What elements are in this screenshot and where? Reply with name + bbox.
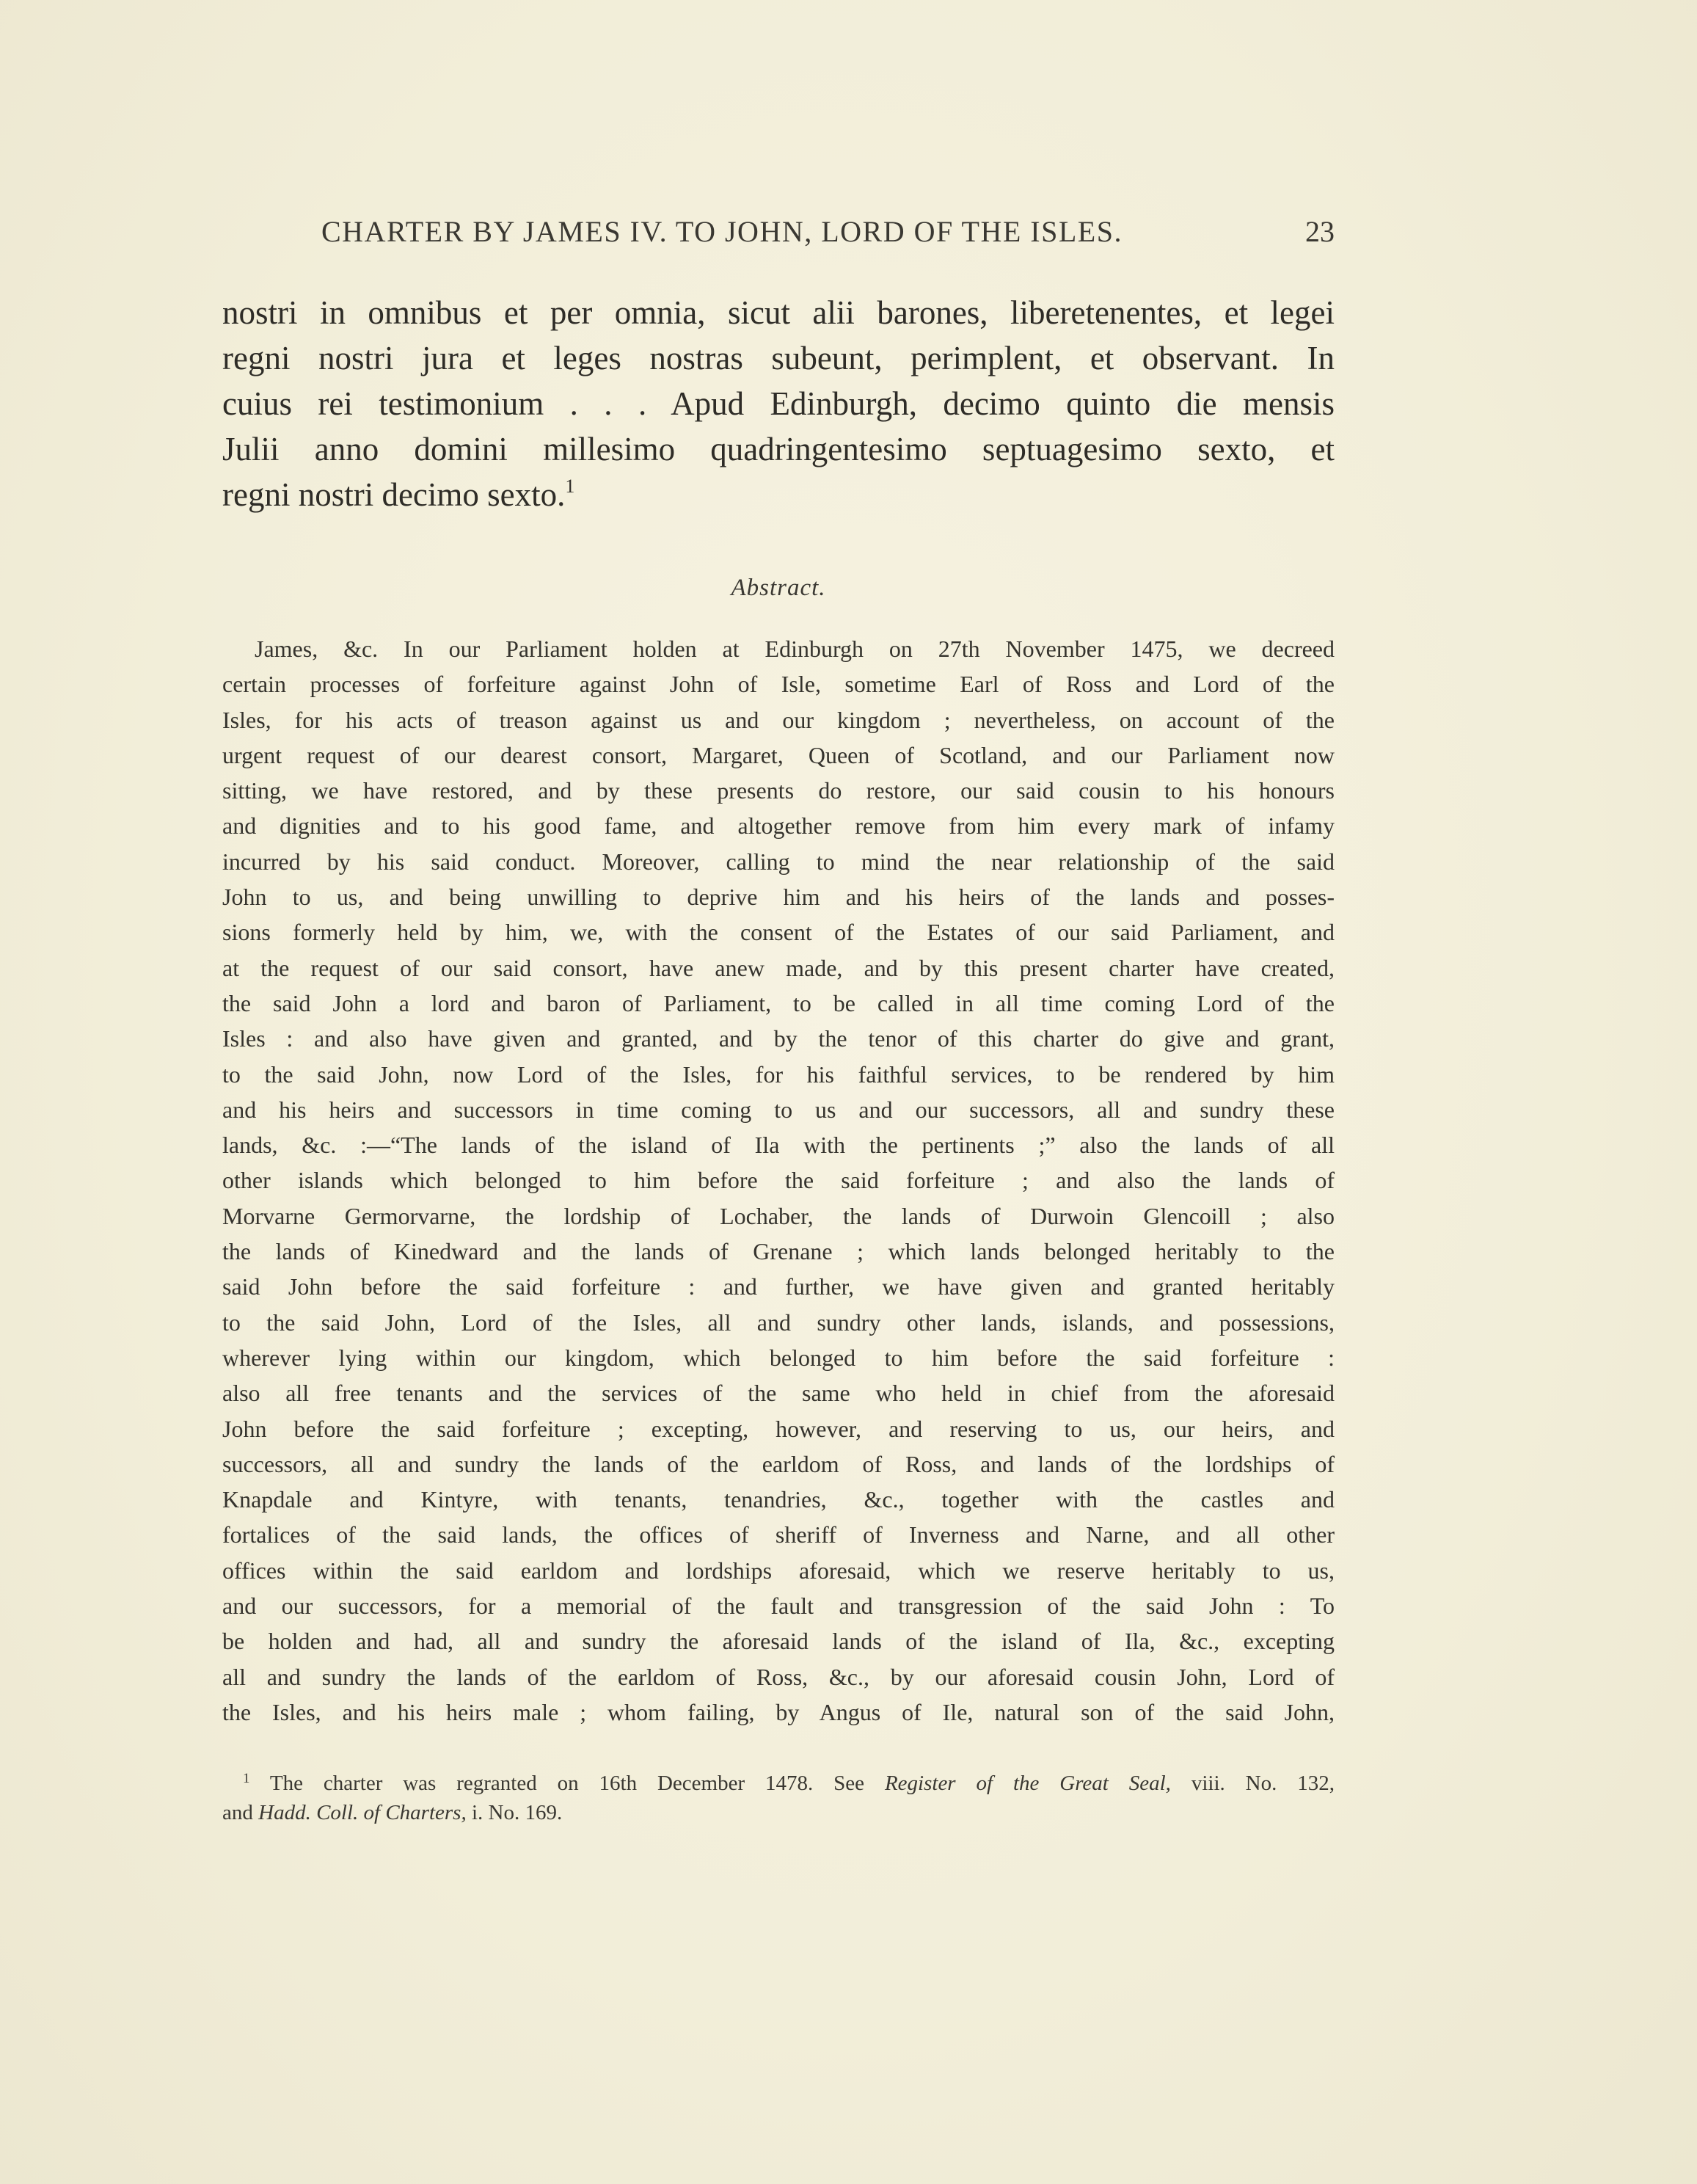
abstract-heading: Abstract. [731, 575, 826, 601]
latin-line: nostri in omnibus et per omnia, sicut alii barones, liberetenentes, et legei [222, 294, 1335, 331]
latin-line-last [222, 472, 1335, 517]
abstract-line: John before the said forfeiture ; excepting, however, and reserving to us, our heirs, and [222, 1415, 1335, 1442]
abstract-line: the said John a lord and baron of Parliament, to be called in all time coming Lord of the [222, 989, 1335, 1016]
footnote-text: and [222, 1801, 253, 1824]
abstract-line: at the request of our said consort, have anew made, and by this present charter have created, [222, 954, 1335, 981]
footnote-reference: 1 [565, 476, 575, 497]
abstract-line: be holden and had, all and sundry the aforesaid lands of the island of Ila, &c., excepting [222, 1628, 1335, 1655]
abstract-line: to the said John, now Lord of the Isles, for his faithful services, to be rendered by him [222, 1060, 1335, 1088]
running-head [222, 214, 1335, 251]
abstract-line: all and sundry the lands of the earldom of Ross, &c., by our aforesaid cousin John, Lord of [222, 1663, 1335, 1690]
running-head-title: CHARTER BY JAMES IV. TO JOHN, LORD OF THE ISLES. [321, 215, 1123, 248]
footnote-mark: 1 [243, 1771, 250, 1786]
abstract-line: John to us, and being unwilling to deprive him and his heirs of the lands and posses- [222, 884, 1335, 911]
abstract-line: and dignities and to his good fame, and altogether remove from him every mark of infamy [222, 812, 1335, 840]
footnote-citation-title: Register of the Great Seal, [884, 1772, 1171, 1795]
abstract-line: Isles, for his acts of treason against us and our kingdom ; nevertheless, on account of the [222, 706, 1335, 733]
latin-charter-text [222, 290, 1335, 517]
abstract-line: and his heirs and successors in time coming to us and our successors, all and sundry these [222, 1096, 1335, 1123]
footnote-text: i. No. 169. [471, 1801, 563, 1824]
latin-line: cuius rei testimonium . . . Apud Edinburgh, decimo quinto die mensis [222, 385, 1335, 422]
latin-line: Julii anno domini millesimo quadringentesimo septuagesimo sexto, et [222, 431, 1335, 467]
abstract-line: the Isles, and his heirs male ; whom failing, by Angus of Ile, natural son of the said John, [222, 1698, 1335, 1725]
footnote-text: The charter was regranted on 16th December 1478. See [269, 1772, 865, 1795]
abstract-line: wherever lying within our kingdom, which belonged to him before the said forfeiture : [222, 1344, 1335, 1371]
abstract-line: and our successors, for a memorial of the fault and transgression of the said John : To [222, 1592, 1335, 1620]
abstract-line: the lands of Kinedward and the lands of Grenane ; which lands belonged heritably to the [222, 1238, 1335, 1265]
abstract-line: Knapdale and Kintyre, with tenants, tenandries, &c., together with the castles and [222, 1486, 1335, 1513]
abstract-line: sions formerly held by him, we, with the consent of the Estates of our said Parliament, and [222, 919, 1335, 946]
footnote-citation-title: Hadd. Coll. of Charters, [258, 1801, 467, 1824]
abstract-line: other islands which belonged to him before the said forfeiture ; and also the lands of [222, 1167, 1335, 1194]
abstract-line: Morvarne Germorvarne, the lordship of Lochaber, the lands of Durwoin Glencoill ; also [222, 1202, 1335, 1229]
footnote-text: viii. No. 132, [1191, 1772, 1335, 1795]
abstract-line: James, &c. In our Parliament holden at Edinburgh on 27th November 1475, we decreed [255, 636, 1335, 662]
abstract-line: Isles : and also have given and granted, and by the tenor of this charter do give and grant, [222, 1025, 1335, 1052]
abstract-line: offices within the said earldom and lordships aforesaid, which we reserve heritably to us, [222, 1557, 1335, 1584]
footnote-line [222, 1798, 1335, 1827]
page-number: 23 [1305, 215, 1335, 248]
abstract-line: sitting, we have restored, and by these presents do restore, our said cousin to his honours [222, 777, 1335, 804]
latin-line: regni nostri jura et leges nostras subeunt, perimplent, et observant. In [222, 340, 1335, 376]
abstract-line: incurred by his said conduct. Moreover, calling to mind the near relationship of the said [222, 848, 1335, 875]
footnote-line [222, 1769, 1335, 1798]
abstract-line: fortalices of the said lands, the offices of sheriff of Inverness and Narne, and all other [222, 1521, 1335, 1548]
abstract-line: also all free tenants and the services of the same who held in chief from the aforesaid [222, 1380, 1335, 1407]
footnote [222, 1769, 1335, 1827]
abstract-line: successors, all and sundry the lands of the earldom of Ross, and lands of the lordships of [222, 1450, 1335, 1477]
abstract-line: lands, &c. :—“The lands of the island of Ila with the pertinents ;” also the lands of all [222, 1132, 1335, 1159]
abstract-line: said John before the said forfeiture : and further, we have given and granted heritably [222, 1273, 1335, 1300]
abstract-text [222, 631, 1335, 1730]
abstract-line: to the said John, Lord of the Isles, all and sundry other lands, islands, and possessions, [222, 1308, 1335, 1336]
latin-line-text: regni nostri decimo sexto. [222, 476, 566, 513]
abstract-line: urgent request of our dearest consort, Margaret, Queen of Scotland, and our Parliament now [222, 741, 1335, 768]
abstract-line: certain processes of forfeiture against John of Isle, sometime Earl of Ross and Lord of the [222, 671, 1335, 698]
